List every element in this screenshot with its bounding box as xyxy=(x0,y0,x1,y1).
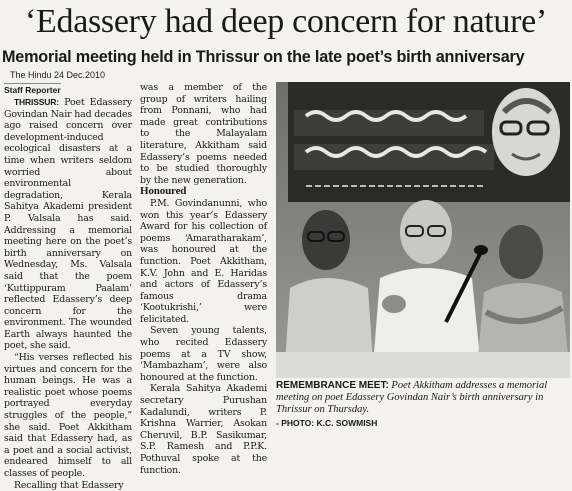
caption-head: REMEMBRANCE MEET: xyxy=(276,380,389,391)
news-photo xyxy=(276,82,570,378)
table xyxy=(276,352,570,378)
paragraph-text: Poet Edassery Govindan Nair had decades ago raised concern over development-induced ecological disasters at a time when writers seldom worried about environmental degradation, Kerala Sahitya Akademi president P. Valsala has said. Addressing a memorial meeting here on the poet’s birth anniversary on Wednesday, Ms. Valsala said that the poem ‘Kuttippuram Paalam’ reflected Edassery’s deep concern for the environment. The wounded Earth always haunted the poet, she said. xyxy=(4,97,132,352)
byline: Staff Reporter xyxy=(4,85,61,95)
lead-tag: THRISSUR: xyxy=(14,97,59,107)
article-column-2 xyxy=(140,82,267,476)
photo-caption xyxy=(276,380,570,429)
paragraph: Seven young talents, who recited Edassery poems at a TV show, ‘Mambazham’, were also honoured at the function. xyxy=(140,325,267,383)
caption-text: Poet Akkitham addresses a memorial meeting on poet Edassery Govindan Nair’s birth anniversary in Thrissur on Thursday. xyxy=(276,380,548,416)
article-column-1 xyxy=(4,97,132,491)
paragraph: was a member of the group of writers hailing from Ponnani, who had made great contributions to the Malayalam literature, Akkitham said Edassery’s poems needed to be studied thoroughly by the new generation. xyxy=(140,82,267,186)
photo-illustration xyxy=(276,82,570,378)
person xyxy=(499,225,543,279)
dateline: The Hindu 24 Dec.2010 xyxy=(10,70,106,80)
subheadline: Memorial meeting held in Thrissur on the late poet’s birth anniversary xyxy=(2,48,525,66)
photo-credit: - PHOTO: K.C. SOWMISH xyxy=(276,417,378,428)
paragraph xyxy=(4,97,132,352)
section-heading: Honoured xyxy=(140,185,187,198)
headline: ‘Edassery had deep concern for nature’ xyxy=(25,3,547,40)
paragraph: Recalling that Edassery xyxy=(14,479,124,491)
paragraph: P.M. Govindanunni, who won this year’s Edassery Award for his collection of poems ‘Amaratharakam’, was honoured at the function. Poet Akkitham, K.V. John and E. Haridas and actors of Edassery’s famous drama ‘Kootukrishi,’ were felicitated. xyxy=(140,197,267,325)
paragraph: “His verses reflected his virtues and concern for the human beings. He was a realistic poet whose poems portrayed everyday struggles of the people,” she said. Poet Akkitham said that Edassery had, as a poet and a social activist, endeared himself to all classes of people. xyxy=(4,352,132,479)
paragraph: Kerala Sahitya Akademi secretary Purushan Kadalundi, writers P. Krishna Warrier, Asokan Cheruvil, B.P. Sasikumar, S.P. Ramesh and P.P.K. Pothuval spoke at the function. xyxy=(140,383,267,476)
